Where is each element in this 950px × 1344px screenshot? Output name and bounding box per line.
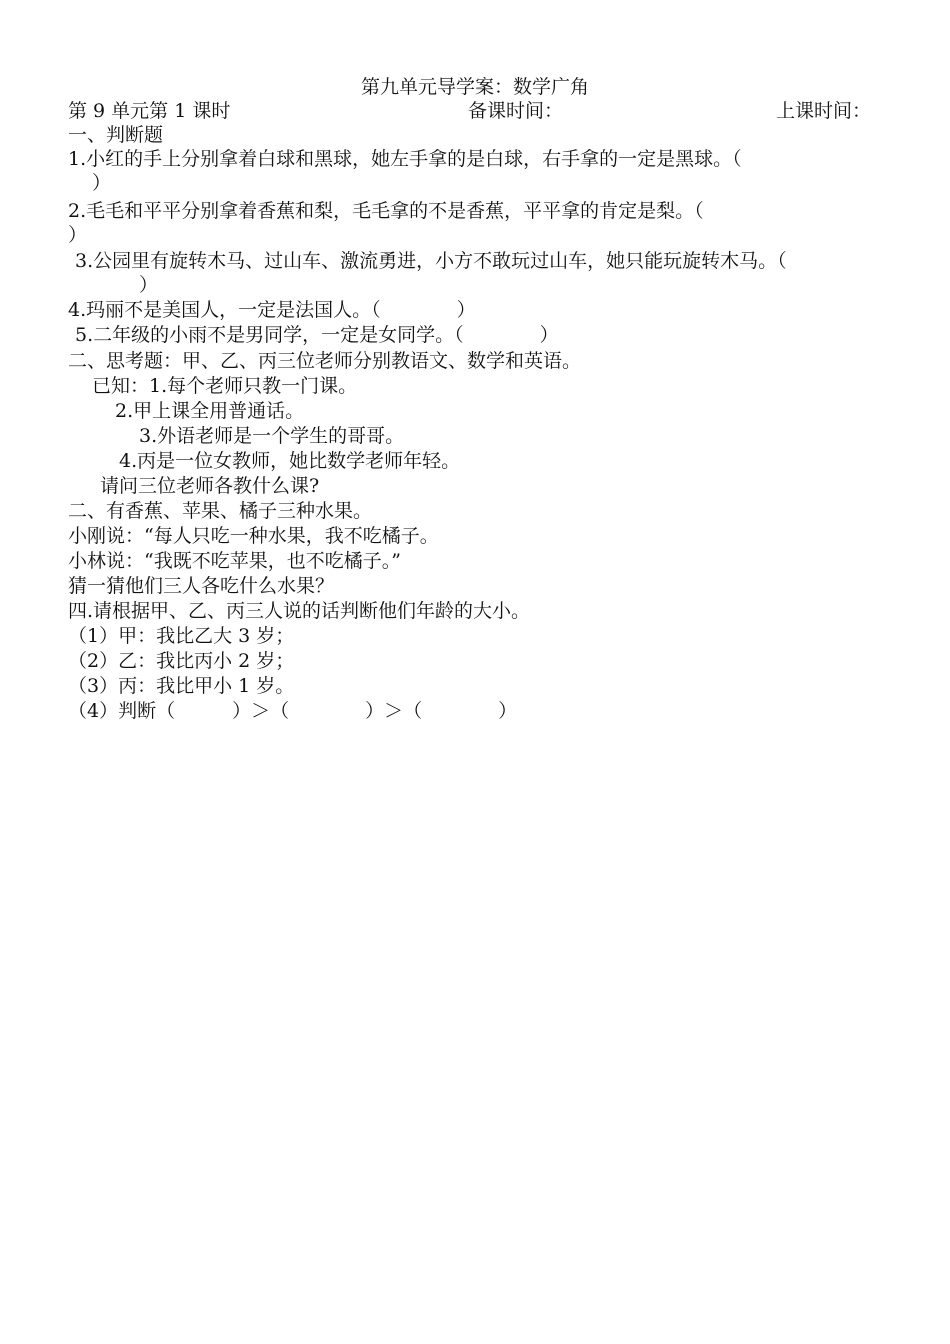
class-time-label: 上课时间：	[776, 100, 872, 122]
section1-heading: 一、判断题	[68, 124, 164, 146]
age-statement-2: （2）乙：我比丙小 2 岁；	[68, 650, 295, 672]
section2-heading: 二、思考题：甲、乙、丙三位老师分别教语文、数学和英语。	[68, 350, 582, 372]
lesson-label: 第 9 单元第 1 课时	[68, 100, 231, 122]
age-statement-3: （3）丙：我比甲小 1 岁。	[68, 675, 295, 697]
judge-question-5: 5.二年级的小雨不是男同学，一定是女同学。（ ）	[75, 324, 559, 346]
known-3: 3.外语老师是一个学生的哥哥。	[139, 425, 405, 447]
judge-question-2-cont: ）	[68, 224, 88, 246]
section3-heading: 二、有香蕉、苹果、橘子三种水果。	[68, 500, 373, 522]
page-title: 第九单元导学案：数学广角	[360, 76, 589, 98]
fruit-question: 猜一猜他们三人各吃什么水果？	[68, 575, 335, 597]
age-judgement: （4）判断（ ）＞（ ）＞（ ）	[68, 700, 518, 722]
prep-time-label: 备课时间：	[468, 100, 564, 122]
judge-question-4: 4.玛丽不是美国人，一定是法国人。（ ）	[68, 299, 476, 321]
age-statement-1: （1）甲：我比乙大 3 岁；	[68, 625, 295, 647]
judge-question-2: 2.毛毛和平平分别拿着香蕉和梨，毛毛拿的不是香蕉，平平拿的肯定是梨。（	[68, 200, 704, 222]
judge-question-3: 3.公园里有旋转木马、过山车、激流勇进，小方不敢玩过山车，她只能玩旋转木马。（	[75, 250, 787, 272]
judge-question-1: 1.小红的手上分别拿着白球和黑球，她左手拿的是白球，右手拿的一定是黑球。（	[68, 148, 742, 170]
known-4: 4.丙是一位女教师，她比数学老师年轻。	[119, 450, 461, 472]
judge-question-1-cont: ）	[92, 172, 112, 194]
section4-heading: 四.请根据甲、乙、丙三人说的话判断他们年龄的大小。	[68, 600, 531, 622]
judge-question-3-cont: ）	[139, 274, 159, 296]
known-2: 2.甲上课全用普通话。	[115, 400, 305, 422]
xiaolin-quote: 小林说：“我既不吃苹果，也不吃橘子。”	[68, 550, 401, 572]
xiaogang-quote: 小刚说：“每人只吃一种水果，我不吃橘子。	[68, 525, 439, 547]
known-1: 已知：1.每个老师只教一门课。	[92, 375, 358, 397]
teacher-question: 请问三位老师各教什么课?	[100, 475, 320, 497]
